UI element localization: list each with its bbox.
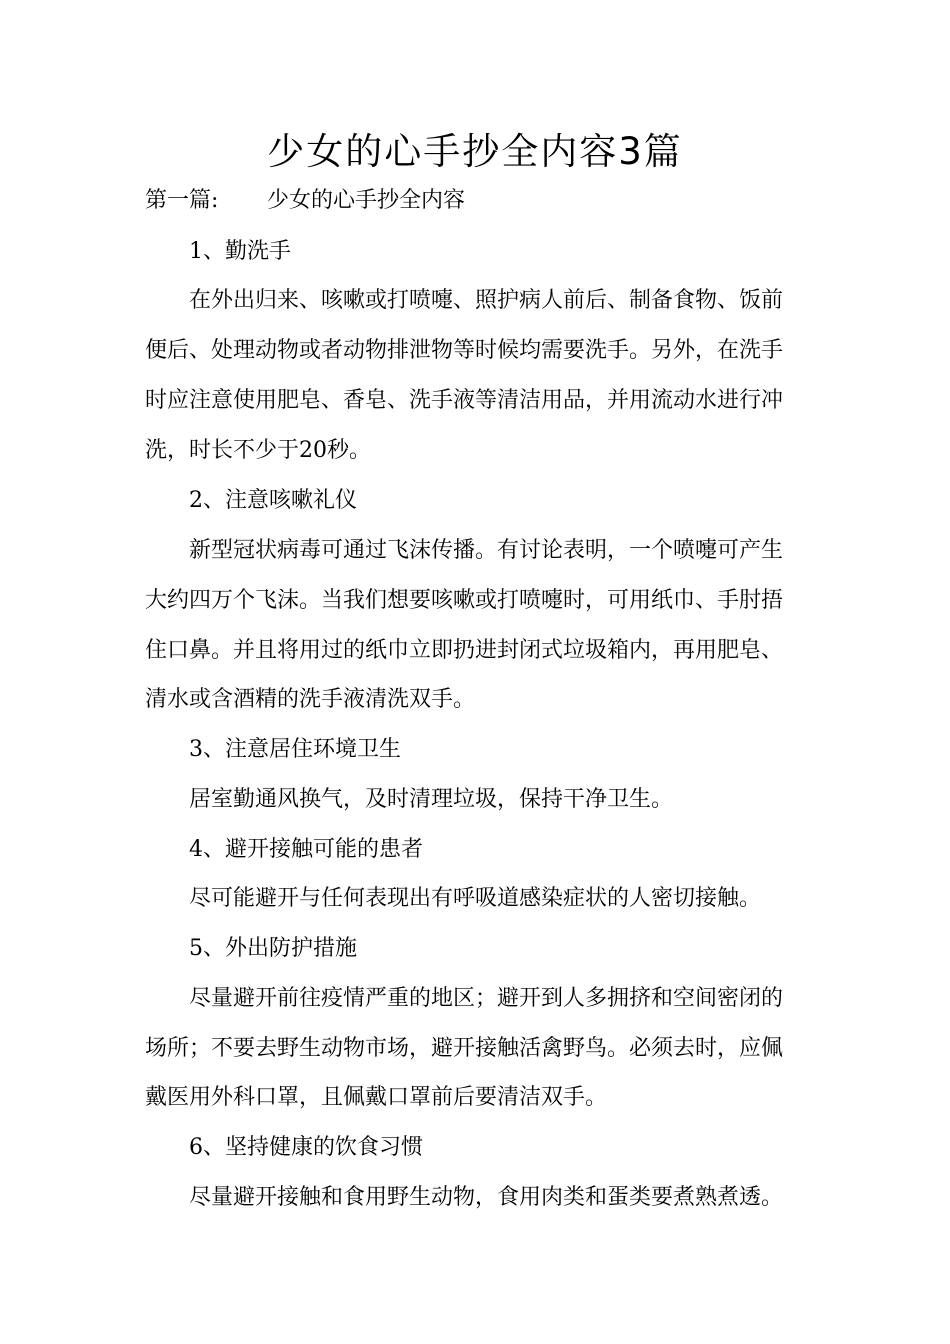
paragraph-line: 在外出归来、咳嗽或打喷嚏、照护病人前后、制备食物、饭前 xyxy=(189,288,784,313)
paragraph-line: 新型冠状病毒可通过飞沫传播。有讨论表明，一个喷嚏可产生 xyxy=(189,538,784,563)
paragraph-line: 住口鼻。并且将用过的纸巾立即扔进封闭式垃圾箱内，再用肥皂、 xyxy=(145,638,784,663)
paragraph-line: 场所；不要去野生动物市场，避开接触活禽野鸟。必须去时，应佩 xyxy=(145,1036,784,1061)
paragraph-line: 便后、处理动物或者动物排泄物等时候均需要洗手。另外，在洗手 xyxy=(145,338,784,363)
document-title: 少女的心手抄全内容3篇 xyxy=(267,130,683,173)
paragraph-line: 尽量避开前往疫情严重的地区；避开到人多拥挤和空间密闭的 xyxy=(189,986,784,1011)
paragraph-line: 居室勤通风换气，及时清理垃圾，保持干净卫生。 xyxy=(189,787,674,812)
section-title: 少女的心手抄全内容 xyxy=(267,188,466,213)
paragraph-line: 尽可能避开与任何表现出有呼吸道感染症状的人密切接触。 xyxy=(189,886,762,911)
item-heading-6: 6、坚持健康的饮食习惯 xyxy=(189,1135,423,1160)
section-heading xyxy=(145,186,465,216)
paragraph-line: 尽量避开接触和食用野生动物，食用肉类和蛋类要煮熟煮透。 xyxy=(189,1185,784,1210)
item-heading-1: 1、勤洗手 xyxy=(189,239,291,264)
paragraph-line: 时应注意使用肥皂、香皂、洗手液等清洁用品，并用流动水进行冲 xyxy=(145,388,784,413)
paragraph-line: 清水或含酒精的洗手液清洗双手。 xyxy=(145,687,476,712)
section-label: 第一篇: xyxy=(145,188,219,213)
item-heading-2: 2、注意咳嗽礼仪 xyxy=(189,488,357,513)
item-heading-5: 5、外出防护措施 xyxy=(189,936,357,961)
paragraph-line: 大约四万个飞沫。当我们想要咳嗽或打喷嚏时，可用纸巾、手肘捂 xyxy=(145,588,784,613)
paragraph-line: 洗，时长不少于20秒。 xyxy=(145,438,371,463)
item-heading-3: 3、注意居住环境卫生 xyxy=(189,737,401,762)
item-heading-4: 4、避开接触可能的患者 xyxy=(189,837,423,862)
paragraph-line: 戴医用外科口罩，且佩戴口罩前后要清洁双手。 xyxy=(145,1085,608,1110)
